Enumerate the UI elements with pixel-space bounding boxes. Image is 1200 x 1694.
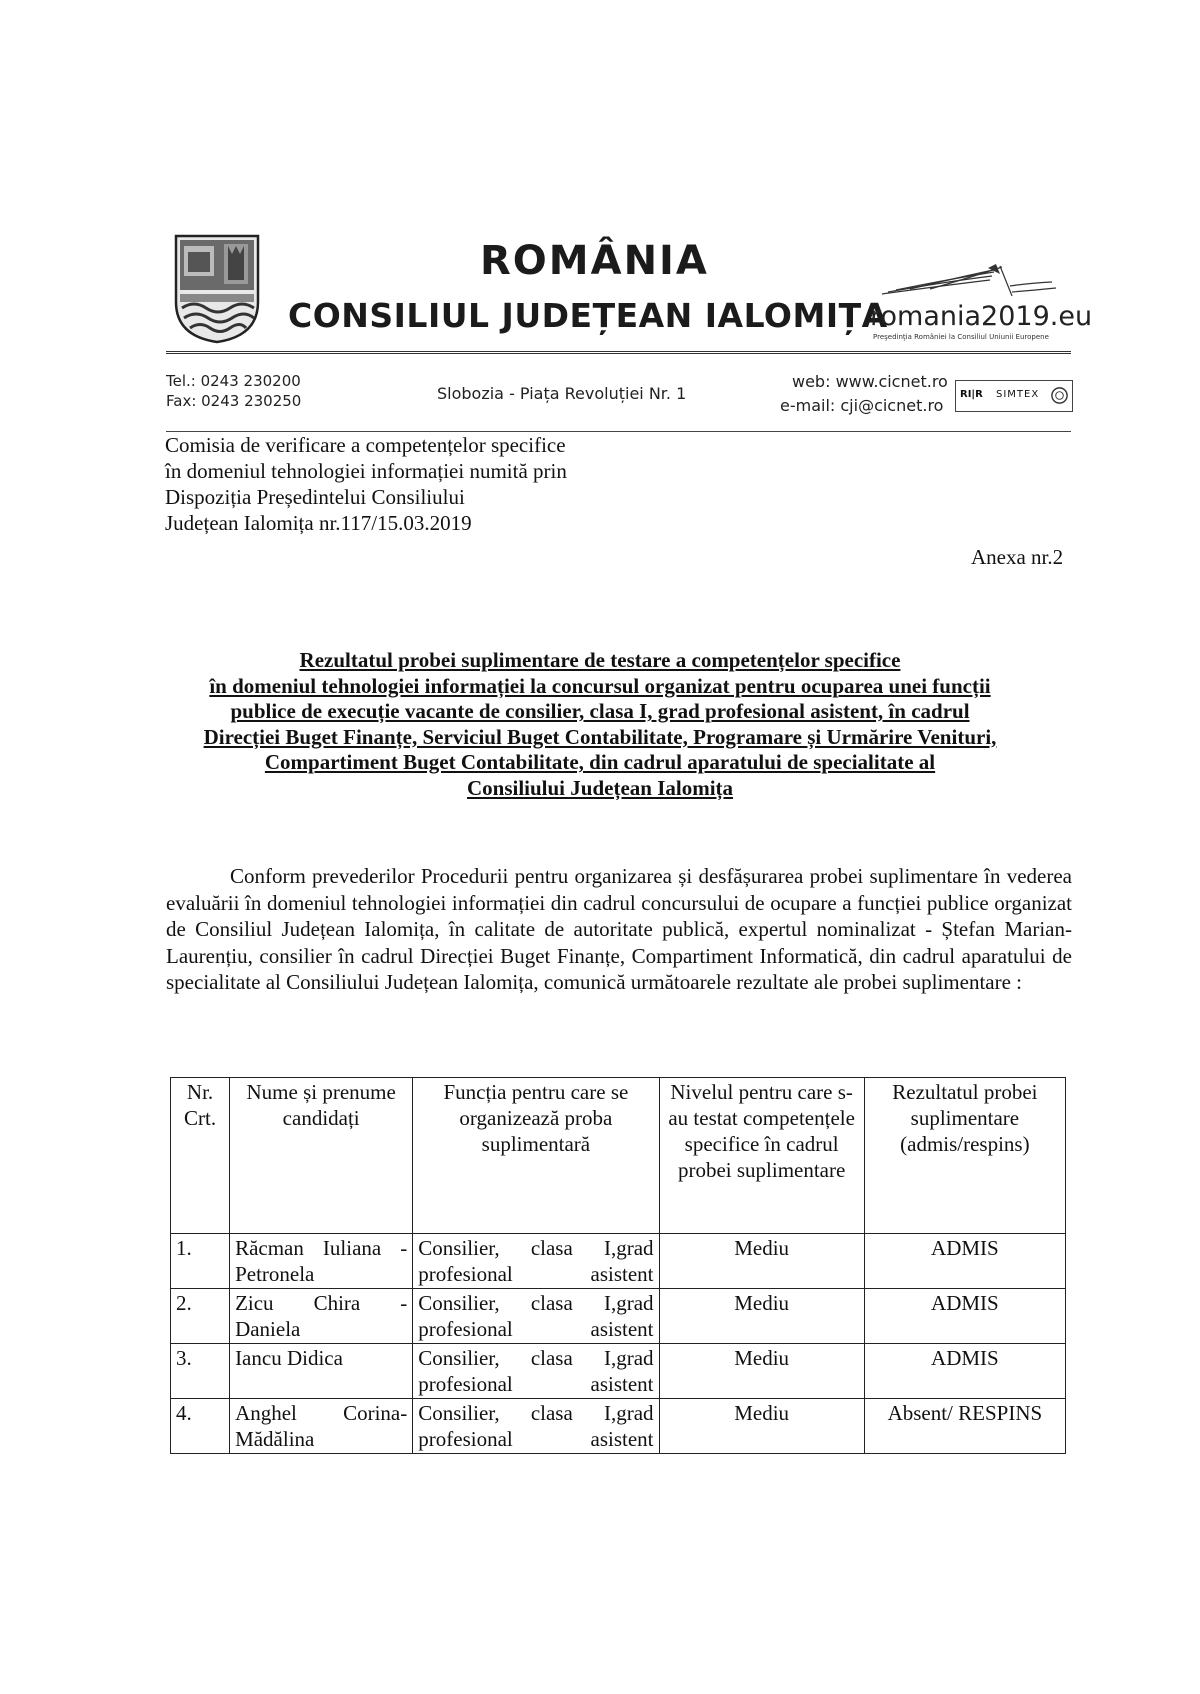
telephone: Tel.: 0243 230200 (166, 372, 301, 390)
paragraph-text: Conform prevederilor Procedurii pentru organizarea și desfășurarea probei suplimentare în vederea evaluării în domeniul tehnologiei informației din cadrul concursului de ocupare a funcției publice organizat de Consiliul Județean Ialomița, în calitate de autoritate publică, expertul nominalizat - Ștefan Marian-Laurențiu, consilier în cadrul Direcției Buget Finanțe, Compartiment Informatică, din cadrul aparatului de specialitate al Consiliului Județean Ialomița, comunică următoarele rezultate ale probei suplimentare : (166, 864, 1072, 994)
row-nr: 1. (171, 1234, 230, 1289)
body-paragraph (166, 863, 1072, 996)
table-row (171, 1234, 1066, 1289)
test-result: Absent/ RESPINS (864, 1399, 1065, 1454)
certification-seal-icon (1050, 386, 1069, 405)
county-coat-of-arms (172, 232, 262, 344)
letterhead-divider-top (166, 351, 1071, 357)
commission-line: în domeniul tehnologiei informației numită prin (165, 459, 567, 483)
row-nr: 2. (171, 1289, 230, 1344)
document-heading (150, 648, 1050, 801)
candidate-function: Consilier, clasa I,grad profesional asistent (413, 1234, 659, 1289)
header-name: Nume și prenume candidați (230, 1078, 413, 1234)
annex-number: Anexa nr.2 (971, 545, 1064, 569)
test-result: ADMIS (864, 1344, 1065, 1399)
presidency-logo-icon (880, 262, 1058, 302)
commission-line: Dispoziția Președintelui Consiliului (165, 485, 465, 509)
table-header-row (171, 1078, 1066, 1234)
test-result: ADMIS (864, 1234, 1065, 1289)
certification-badge (955, 380, 1073, 412)
test-level: Mediu (659, 1289, 864, 1344)
candidate-function: Consilier, clasa I,grad profesional asistent (413, 1289, 659, 1344)
results-table (170, 1077, 1066, 1454)
candidate-name: Anghel Corina-Mădălina (230, 1399, 413, 1454)
test-result: ADMIS (864, 1289, 1065, 1344)
test-level: Mediu (659, 1399, 864, 1454)
email-address: e-mail: cji@cicnet.ro (780, 396, 944, 415)
country-title: ROMÂNIA (480, 238, 709, 284)
test-level: Mediu (659, 1344, 864, 1399)
heading-line: publice de execuție vacante de consilier, clasa I, grad profesional asistent, în cadrul (230, 699, 970, 723)
certification-mark-right: SIMTEX (996, 389, 1040, 400)
fax: Fax: 0243 230250 (166, 392, 302, 410)
heading-line: în domeniul tehnologiei informației la concursul organizat pentru ocuparea unei funcții (209, 673, 991, 698)
commission-line: Județean Ialomița nr.117/15.03.2019 (165, 511, 472, 535)
header-level: Nivelul pentru care s-au testat competențele specifice în cadrul probei suplimentare (659, 1078, 864, 1234)
heading-line: Consiliului Județean Ialomița (466, 775, 734, 800)
row-nr: 4. (171, 1399, 230, 1454)
table-row (171, 1289, 1066, 1344)
certification-mark-left: RI|R (960, 389, 983, 400)
commission-block (165, 432, 567, 536)
institution-title: CONSILIUL JUDEȚEAN IALOMIȚA (288, 296, 888, 335)
row-nr: 3. (171, 1344, 230, 1399)
table-row (171, 1399, 1066, 1454)
heading-line: Compartiment Buget Contabilitate, din cadrul aparatului de specialitate al (264, 750, 936, 774)
candidate-name: Zicu Chira - Daniela (230, 1289, 413, 1344)
test-level: Mediu (659, 1234, 864, 1289)
heading-line: Rezultatul probei suplimentare de testare a competențelor specifice (299, 648, 901, 672)
heading-line: Direcției Buget Finanțe, Serviciul Buget Contabilitate, Programare și Urmărire Venituri, (203, 724, 997, 749)
candidate-function: Consilier, clasa I,grad profesional asistent (413, 1344, 659, 1399)
header-nr: Nr. Crt. (171, 1078, 230, 1234)
address: Slobozia - Piața Revoluției Nr. 1 (437, 384, 687, 403)
candidate-name: Iancu Didica (230, 1344, 413, 1399)
presidency-website: romania2019.eu (870, 301, 1093, 332)
header-function: Funcția pentru care se organizează proba suplimentară (413, 1078, 659, 1234)
presidency-caption: Preşedinţia României la Consiliul Uniunii Europene (873, 333, 1049, 341)
candidate-function: Consilier, clasa I,grad profesional asistent (413, 1399, 659, 1454)
candidate-name: Răcman Iuliana - Petronela (230, 1234, 413, 1289)
table-row (171, 1344, 1066, 1399)
commission-line: Comisia de verificare a competențelor specifice (165, 433, 566, 457)
header-result: Rezultatul probei suplimentare (admis/respins) (864, 1078, 1065, 1234)
website: web: www.cicnet.ro (792, 372, 948, 391)
